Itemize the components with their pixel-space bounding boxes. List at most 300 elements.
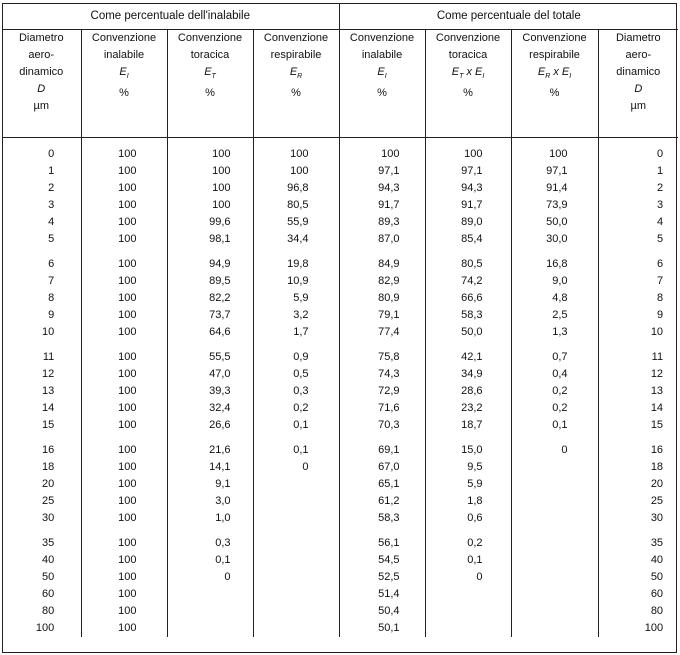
symbol-subscript: T [211, 73, 216, 81]
cell-value: 8 [48, 292, 55, 304]
table-cell: 25 [650, 495, 664, 507]
table-cell: 100 [81, 349, 167, 366]
table-cell: 89,5 [167, 273, 253, 290]
symbol-letter: E [204, 66, 212, 78]
table-cell [2, 442, 81, 459]
table-cell: 0,1 [425, 552, 511, 569]
table-row [2, 197, 678, 214]
table-cell [2, 552, 81, 569]
table-cell: 0 [656, 148, 664, 160]
table-cell: 18 [650, 461, 664, 473]
cell-value: 20 [42, 478, 55, 490]
table-cell: 50,1 [339, 620, 425, 637]
table-cell: 4 [656, 216, 664, 228]
header-line: respirabile [529, 49, 580, 61]
table-cell [511, 510, 598, 527]
table-cell: 0,7 [511, 349, 598, 366]
header-line: Convenzione [435, 32, 501, 44]
table-cell [167, 603, 253, 620]
header-line: aero- [28, 49, 55, 61]
symbol-letter: E [451, 66, 460, 78]
table-cell: 10,9 [253, 273, 339, 290]
header-symbol [340, 64, 425, 85]
table-cell [167, 586, 253, 603]
cell-value: 35 [42, 537, 55, 549]
table-cell: 97,1 [425, 163, 511, 180]
table-cell: 77,4 [339, 324, 425, 341]
table-row [2, 324, 678, 341]
table-cell: 100 [167, 163, 253, 180]
table-cell: 58,3 [425, 307, 511, 324]
table-row [2, 417, 678, 434]
table-cell: 0,3 [253, 383, 339, 400]
table-cell: 71,6 [339, 400, 425, 417]
cell-value: 10 [42, 326, 55, 338]
cell-value: 9 [48, 309, 55, 321]
cell-value: 30 [42, 512, 55, 524]
table-cell: 75,8 [339, 349, 425, 366]
table-cell: 10 [650, 326, 664, 338]
symbol-letter: D [37, 83, 46, 95]
table-row [2, 510, 678, 527]
col-respirable-total-header [511, 30, 598, 138]
table-cell [2, 273, 81, 290]
table-cell: 84,9 [339, 256, 425, 273]
table-cell: 26,6 [167, 417, 253, 434]
column-header-row [2, 30, 678, 138]
table-cell: 1 [656, 165, 664, 177]
cell-value: 80 [42, 605, 55, 617]
table-cell [511, 569, 598, 586]
table-cell [2, 366, 81, 383]
table-cell: 16 [650, 444, 664, 456]
symbol-subscript: I [126, 73, 129, 81]
table-cell: 100 [81, 552, 167, 569]
cell-value: 6 [48, 258, 55, 270]
header-line: toracica [190, 49, 230, 61]
cell-value: 7 [48, 275, 55, 287]
header-unit: % [205, 87, 215, 100]
table-cell: 94,3 [339, 180, 425, 197]
table-cell: 0,5 [253, 366, 339, 383]
table-cell [2, 620, 81, 637]
table-cell: 100 [81, 383, 167, 400]
table-cell: 35 [650, 537, 664, 549]
table-cell: 0 [253, 459, 339, 476]
col-diameter-header [2, 30, 81, 138]
table-row [2, 163, 678, 180]
col-diameter-right-header [598, 30, 678, 138]
table-cell: 64,6 [167, 324, 253, 341]
table-cell: 100 [253, 163, 339, 180]
table-cell: 96,8 [253, 180, 339, 197]
table-row [2, 493, 678, 510]
table-cell [2, 146, 81, 163]
cell-value: 4 [48, 216, 55, 228]
table-cell: 0,2 [253, 400, 339, 417]
col-thoracic-header [167, 30, 253, 138]
table-cell: 1,8 [425, 493, 511, 510]
table-cell [253, 535, 339, 552]
cell-value: 11 [42, 351, 55, 363]
table-cell: 4,8 [511, 290, 598, 307]
table-cell [2, 603, 81, 620]
table-row [2, 569, 678, 586]
header-line: respirabile [270, 49, 322, 61]
symbol-product: x E [550, 66, 570, 78]
header-unit: % [377, 87, 387, 100]
group-header-inhalable: Come percentuale dell'inalabile [2, 3, 339, 30]
table-cell: 60 [650, 588, 664, 600]
symbol-product: x E [463, 66, 483, 78]
table-cell [2, 417, 81, 434]
cell-value: 50 [42, 571, 55, 583]
table-cell: 58,3 [339, 510, 425, 527]
table-cell: 32,4 [167, 400, 253, 417]
table-cell: 23,2 [425, 400, 511, 417]
table-row [2, 442, 678, 459]
table-cell [2, 476, 81, 493]
table-cell [2, 290, 81, 307]
table-cell: 100 [511, 146, 598, 163]
table-cell: 2 [656, 182, 664, 194]
table-cell: 54,5 [339, 552, 425, 569]
table-cell: 73,7 [167, 307, 253, 324]
table-body [2, 138, 678, 638]
cell-value: 60 [42, 588, 55, 600]
table-cell: 12 [650, 368, 664, 380]
table-cell: 100 [81, 569, 167, 586]
table-cell [253, 603, 339, 620]
header-symbol [168, 64, 253, 85]
group-header-total: Come percentuale del totale [339, 3, 678, 30]
cell-value: 2 [48, 182, 55, 194]
table-cell: 100 [81, 510, 167, 527]
cell-value: 1 [48, 165, 55, 177]
table-cell: 7 [656, 275, 664, 287]
table-cell: 0,1 [511, 417, 598, 434]
table-cell [2, 307, 81, 324]
table-cell: 18,7 [425, 417, 511, 434]
spacer-row [2, 248, 678, 256]
table-cell: 0 [425, 569, 511, 586]
table-cell: 100 [81, 476, 167, 493]
table-cell: 89,0 [425, 214, 511, 231]
symbol-letter: E [119, 66, 127, 78]
cell-value: 5 [48, 233, 55, 245]
table-row [2, 535, 678, 552]
table-cell: 0,2 [425, 535, 511, 552]
table-cell: 51,4 [339, 586, 425, 603]
table-row [2, 459, 678, 476]
header-unit: µm [33, 100, 49, 112]
table-cell: 3,2 [253, 307, 339, 324]
table-cell: 8 [656, 292, 664, 304]
table-cell [2, 569, 81, 586]
table-cell: 94,9 [167, 256, 253, 273]
table-cell: 100 [339, 146, 425, 163]
table-cell: 15,0 [425, 442, 511, 459]
table-cell: 80,5 [425, 256, 511, 273]
table-cell: 2,5 [511, 307, 598, 324]
table-cell [2, 231, 81, 248]
symbol-product-subscript: I [569, 73, 572, 81]
header-symbol [426, 64, 511, 85]
table-cell: 0,2 [511, 400, 598, 417]
table-cell: 67,0 [339, 459, 425, 476]
symbol-letter: E [377, 66, 385, 78]
table-cell: 0,6 [425, 510, 511, 527]
table-row [2, 400, 678, 417]
table-cell: 100 [81, 273, 167, 290]
table-cell: 91,4 [511, 180, 598, 197]
table-cell: 100 [81, 180, 167, 197]
table-cell: 56,1 [339, 535, 425, 552]
header-line: dinamico [616, 66, 661, 78]
table-cell: 100 [81, 256, 167, 273]
table-cell: 0 [167, 569, 253, 586]
table-cell: 0 [511, 442, 598, 459]
header-symbol [2, 81, 81, 98]
table-cell [2, 214, 81, 231]
table-cell: 5,9 [425, 476, 511, 493]
table-cell: 11 [651, 351, 664, 363]
table-cell: 50,0 [511, 214, 598, 231]
table-cell: 9,0 [511, 273, 598, 290]
table-cell: 9,5 [425, 459, 511, 476]
table-cell: 100 [81, 620, 167, 637]
table-row [2, 552, 678, 569]
table-cell [511, 586, 598, 603]
table-cell [2, 383, 81, 400]
table-cell [253, 586, 339, 603]
table-cell: 28,6 [425, 383, 511, 400]
table-cell: 97,1 [511, 163, 598, 180]
table-cell: 82,2 [167, 290, 253, 307]
table-cell: 3,0 [167, 493, 253, 510]
table-cell: 100 [81, 197, 167, 214]
table-cell: 100 [81, 324, 167, 341]
table-cell: 100 [81, 146, 167, 163]
table-cell: 80,5 [253, 197, 339, 214]
table-cell: 30 [650, 512, 664, 524]
symbol-product-subscript: I [482, 73, 485, 81]
table-cell [511, 459, 598, 476]
table-cell: 20 [650, 478, 664, 490]
table-row [2, 620, 678, 637]
header-line: Diametro [18, 32, 64, 44]
cell-value: 13 [42, 385, 55, 397]
table-cell: 0,4 [511, 366, 598, 383]
table-cell: 66,6 [425, 290, 511, 307]
table-cell: 0,1 [253, 417, 339, 434]
header-line: inalabile [103, 49, 145, 61]
table-cell [2, 400, 81, 417]
table-cell: 100 [81, 231, 167, 248]
table-row [2, 214, 678, 231]
col-inhalable-header [81, 30, 167, 138]
table-row [2, 586, 678, 603]
table-cell: 100 [81, 400, 167, 417]
table-cell: 0,3 [167, 535, 253, 552]
table-cell [2, 535, 81, 552]
header-line: Convenzione [522, 32, 587, 44]
spacer-row [2, 434, 678, 442]
table-cell [2, 180, 81, 197]
table-row [2, 180, 678, 197]
symbol-letter: E [289, 66, 298, 78]
table-row [2, 476, 678, 493]
table-cell: 65,1 [339, 476, 425, 493]
table-cell: 50,0 [425, 324, 511, 341]
table-cell: 89,3 [339, 214, 425, 231]
cell-value: 12 [42, 368, 55, 380]
table-cell: 3 [656, 199, 664, 211]
table-cell: 47,0 [167, 366, 253, 383]
table-row [2, 146, 678, 163]
table-cell: 0,9 [253, 349, 339, 366]
cell-value: 3 [48, 199, 55, 211]
table-cell [2, 493, 81, 510]
table-cell: 5,9 [253, 290, 339, 307]
header-line: inalabile [361, 49, 403, 61]
header-line: Convenzione [177, 32, 243, 44]
table-cell: 100 [81, 163, 167, 180]
symbol-letter: E [537, 66, 546, 78]
table-cell: 100 [81, 417, 167, 434]
table-cell [2, 324, 81, 341]
table-cell: 16,8 [511, 256, 598, 273]
table-cell: 21,6 [167, 442, 253, 459]
table-cell: 1,7 [253, 324, 339, 341]
table-cell: 50 [650, 571, 664, 583]
table-cell: 1,0 [167, 510, 253, 527]
table-cell [253, 620, 339, 637]
table-cell [511, 603, 598, 620]
table-cell: 100 [81, 307, 167, 324]
table-cell: 100 [81, 214, 167, 231]
header-symbol [512, 64, 598, 85]
table-cell: 0,1 [167, 552, 253, 569]
cell-value: 0 [48, 148, 55, 160]
table-cell [511, 620, 598, 637]
table-cell [2, 256, 81, 273]
cell-value: 16 [42, 444, 55, 456]
symbol-subscript: R [545, 73, 551, 81]
table-cell [511, 493, 598, 510]
table-cell [511, 552, 598, 569]
table-cell: 97,1 [339, 163, 425, 180]
symbol-subscript: I [384, 73, 387, 81]
table-cell [167, 620, 253, 637]
table-row [2, 603, 678, 620]
table-cell: 91,7 [339, 197, 425, 214]
header-unit: % [463, 87, 473, 100]
header-symbol [599, 81, 679, 98]
table-cell: 100 [81, 535, 167, 552]
cell-value: 25 [42, 495, 55, 507]
table-cell: 39,3 [167, 383, 253, 400]
table-cell: 100 [81, 586, 167, 603]
col-respirable-header [253, 30, 339, 138]
table-cell: 100 [81, 603, 167, 620]
table-cell: 80 [650, 605, 664, 617]
table-row [2, 273, 678, 290]
symbol-subscript: R [297, 73, 303, 81]
table-cell: 98,1 [167, 231, 253, 248]
table-cell [425, 586, 511, 603]
table-cell: 50,4 [339, 603, 425, 620]
table-cell: 40 [650, 554, 664, 566]
header-line: aero- [625, 49, 652, 61]
table-cell [511, 535, 598, 552]
header-line: Convenzione [263, 32, 329, 44]
table-cell: 0,2 [511, 383, 598, 400]
table-cell [2, 163, 81, 180]
table-cell: 100 [253, 146, 339, 163]
table-cell: 42,1 [425, 349, 511, 366]
table-cell: 13 [650, 385, 664, 397]
table-cell: 74,2 [425, 273, 511, 290]
spacer-row [2, 138, 678, 147]
header-unit: % [119, 87, 129, 100]
cell-value: 100 [35, 622, 55, 634]
table-row [2, 366, 678, 383]
table-cell: 34,9 [425, 366, 511, 383]
cell-value: 18 [42, 461, 55, 473]
table-row [2, 231, 678, 248]
col-inhalable-total-header [339, 30, 425, 138]
table-cell: 14,1 [167, 459, 253, 476]
header-symbol [82, 64, 167, 85]
table-cell: 72,9 [339, 383, 425, 400]
spacer-row [2, 341, 678, 349]
table-cell: 100 [644, 622, 664, 634]
table-cell: 100 [167, 146, 253, 163]
table-cell: 55,9 [253, 214, 339, 231]
header-line: Diametro [615, 32, 661, 44]
table-cell: 30,0 [511, 231, 598, 248]
data-table [2, 3, 678, 637]
table-cell: 15 [650, 419, 664, 431]
table-cell: 85,4 [425, 231, 511, 248]
table-cell [253, 493, 339, 510]
table-cell: 74,3 [339, 366, 425, 383]
table-cell: 19,8 [253, 256, 339, 273]
table-cell: 82,9 [339, 273, 425, 290]
table-cell: 0,1 [253, 442, 339, 459]
spacer-row [2, 527, 678, 535]
table-cell [253, 476, 339, 493]
table-cell: 1,3 [511, 324, 598, 341]
table-row [2, 307, 678, 324]
table-cell: 100 [425, 146, 511, 163]
table-cell: 80,9 [339, 290, 425, 307]
table-row [2, 290, 678, 307]
header-line: Convenzione [91, 32, 157, 44]
table-cell: 100 [81, 459, 167, 476]
cell-value: 15 [42, 419, 55, 431]
table-cell [511, 476, 598, 493]
table-cell: 73,9 [511, 197, 598, 214]
table-cell: 100 [167, 180, 253, 197]
symbol-subscript: T [459, 73, 464, 81]
cell-value: 14 [42, 402, 55, 414]
table-cell [2, 510, 81, 527]
symbol-letter: D [634, 83, 643, 95]
header-line: toracica [448, 49, 488, 61]
table-cell [425, 620, 511, 637]
